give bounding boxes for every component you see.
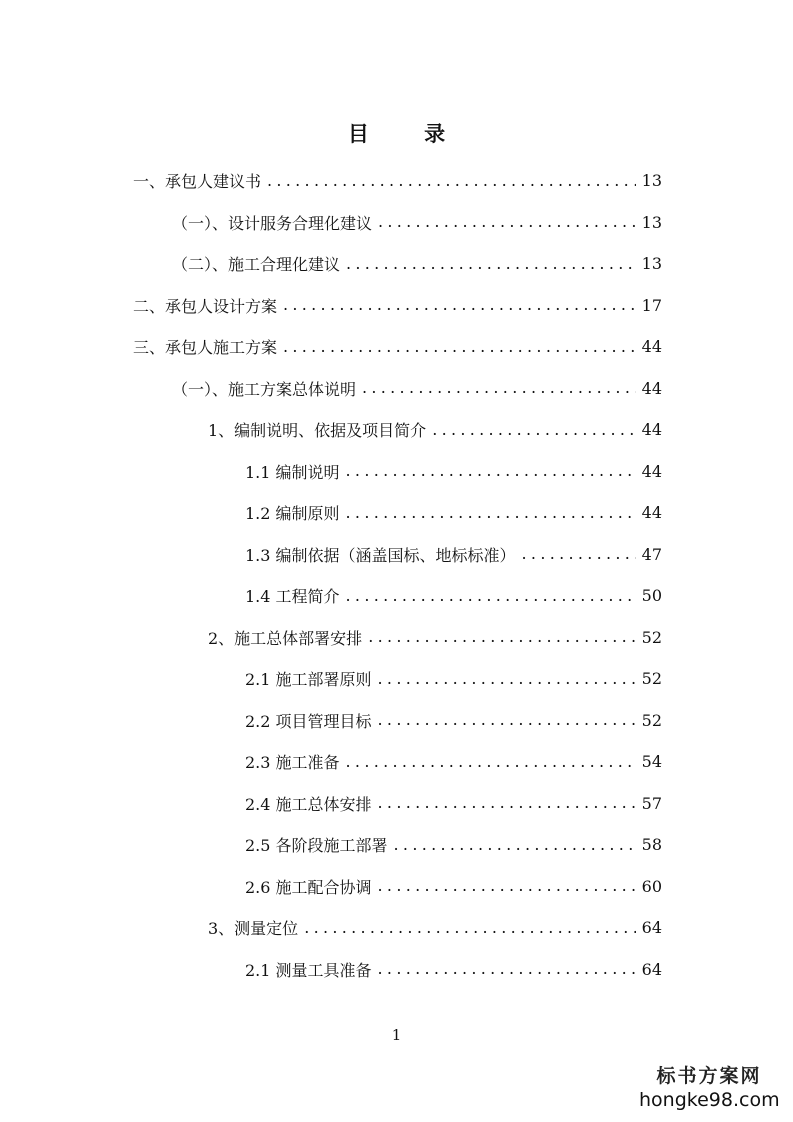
toc-entry-page: 60 bbox=[641, 876, 662, 896]
toc-leader-dots bbox=[346, 463, 636, 479]
toc-entry[interactable] bbox=[0, 326, 793, 368]
toc-entry[interactable] bbox=[0, 534, 793, 576]
toc-entry-label: （一）、施工方案总体说明 bbox=[172, 379, 357, 399]
toc-leader-dots bbox=[378, 671, 636, 687]
toc-entry-page: 44 bbox=[641, 337, 662, 357]
toc-leader-dots bbox=[378, 795, 636, 811]
toc-leader-dots bbox=[378, 214, 636, 230]
toc-leader-dots bbox=[522, 546, 636, 562]
toc-leader-dots bbox=[378, 878, 636, 894]
toc-leader-dots bbox=[368, 629, 635, 645]
toc-entry[interactable] bbox=[0, 202, 793, 244]
toc-entry-label: 1.4 工程简介 bbox=[245, 587, 340, 607]
toc-entry[interactable] bbox=[0, 949, 793, 991]
toc-entry[interactable] bbox=[0, 741, 793, 783]
toc-entry-label: （一）、设计服务合理化建议 bbox=[172, 213, 373, 233]
toc-leader-dots bbox=[362, 380, 636, 396]
toc-entry[interactable] bbox=[0, 451, 793, 493]
toc-entry-label: 二、承包人设计方案 bbox=[133, 296, 278, 316]
toc-entry[interactable] bbox=[0, 409, 793, 451]
toc-entry-label: 3、测量定位 bbox=[208, 919, 299, 939]
toc-entry-label: 2.6 施工配合协调 bbox=[245, 877, 372, 897]
toc-entry-label: 1.3 编制依据（涵盖国标、地标标准） bbox=[245, 545, 516, 565]
toc-leader-dots bbox=[283, 297, 636, 313]
toc-entry[interactable] bbox=[0, 658, 793, 700]
toc-leader-dots bbox=[346, 256, 636, 272]
toc-entry-page: 13 bbox=[641, 171, 662, 191]
toc-entry-page: 17 bbox=[641, 295, 662, 315]
watermark-url: hongke98.com bbox=[639, 1089, 780, 1111]
toc-entry-page: 13 bbox=[641, 212, 662, 232]
toc-entry-label: 2.4 施工总体安排 bbox=[245, 794, 372, 814]
toc-entry-label: 2.1 测量工具准备 bbox=[245, 960, 372, 980]
toc-entry[interactable] bbox=[0, 285, 793, 327]
toc-entry[interactable] bbox=[0, 492, 793, 534]
toc-entry-page: 44 bbox=[641, 378, 662, 398]
toc-entry-page: 57 bbox=[641, 793, 662, 813]
toc-entry-label: 1.1 编制说明 bbox=[245, 462, 340, 482]
toc-entry[interactable] bbox=[0, 243, 793, 285]
toc-entry-page: 44 bbox=[641, 420, 662, 440]
toc-entry[interactable] bbox=[0, 907, 793, 949]
toc-entry[interactable] bbox=[0, 783, 793, 825]
toc-leader-dots bbox=[378, 712, 636, 728]
toc-entry-page: 58 bbox=[641, 835, 662, 855]
toc-entry-label: 2、施工总体部署安排 bbox=[208, 628, 363, 648]
watermark-name: 标书方案网 bbox=[656, 1065, 762, 1087]
toc-entry-page: 52 bbox=[641, 627, 662, 647]
toc-entry[interactable] bbox=[0, 617, 793, 659]
toc-entry-label: 2.3 施工准备 bbox=[245, 753, 340, 773]
toc-leader-dots bbox=[304, 920, 635, 936]
toc-entry[interactable] bbox=[0, 368, 793, 410]
toc-entry-page: 44 bbox=[641, 461, 662, 481]
toc-entry-page: 64 bbox=[641, 959, 662, 979]
watermark-logo bbox=[639, 1064, 779, 1112]
toc-leader-dots bbox=[267, 173, 636, 189]
toc-entry-page: 47 bbox=[641, 544, 662, 564]
toc-entry-page: 52 bbox=[641, 669, 662, 689]
toc-entry-page: 64 bbox=[641, 918, 662, 938]
toc-entry[interactable] bbox=[0, 824, 793, 866]
toc-title: 目 录 bbox=[347, 121, 470, 146]
toc-entry-label: 1.2 编制原则 bbox=[245, 504, 340, 524]
toc-entry[interactable] bbox=[0, 160, 793, 202]
toc-leader-dots bbox=[346, 754, 636, 770]
toc-leader-dots bbox=[346, 588, 636, 604]
toc-leader-dots bbox=[283, 339, 636, 355]
toc-entry-label: 2.1 施工部署原则 bbox=[245, 670, 372, 690]
page-number: 1 bbox=[391, 1026, 402, 1044]
toc-entry-label: 2.5 各阶段施工部署 bbox=[245, 836, 388, 856]
toc-entry-page: 54 bbox=[641, 752, 662, 772]
toc-entry-page: 52 bbox=[641, 710, 662, 730]
toc-entry-page: 50 bbox=[641, 586, 662, 606]
toc-entry[interactable] bbox=[0, 575, 793, 617]
toc-leader-dots bbox=[378, 961, 636, 977]
toc-leader-dots bbox=[432, 422, 635, 438]
toc-entry-page: 44 bbox=[641, 503, 662, 523]
toc-entry-label: 三、承包人施工方案 bbox=[133, 338, 278, 358]
toc-entry-label: 一、承包人建议书 bbox=[133, 172, 262, 192]
table-of-contents bbox=[0, 160, 793, 990]
toc-leader-dots bbox=[346, 505, 636, 521]
toc-entry-label: 2.2 项目管理目标 bbox=[245, 711, 372, 731]
toc-leader-dots bbox=[394, 837, 636, 853]
toc-entry-label: 1、编制说明、依据及项目简介 bbox=[208, 421, 427, 441]
toc-entry-label: （二）、施工合理化建议 bbox=[172, 255, 341, 275]
toc-entry[interactable] bbox=[0, 866, 793, 908]
toc-entry-page: 13 bbox=[641, 254, 662, 274]
toc-entry[interactable] bbox=[0, 700, 793, 742]
